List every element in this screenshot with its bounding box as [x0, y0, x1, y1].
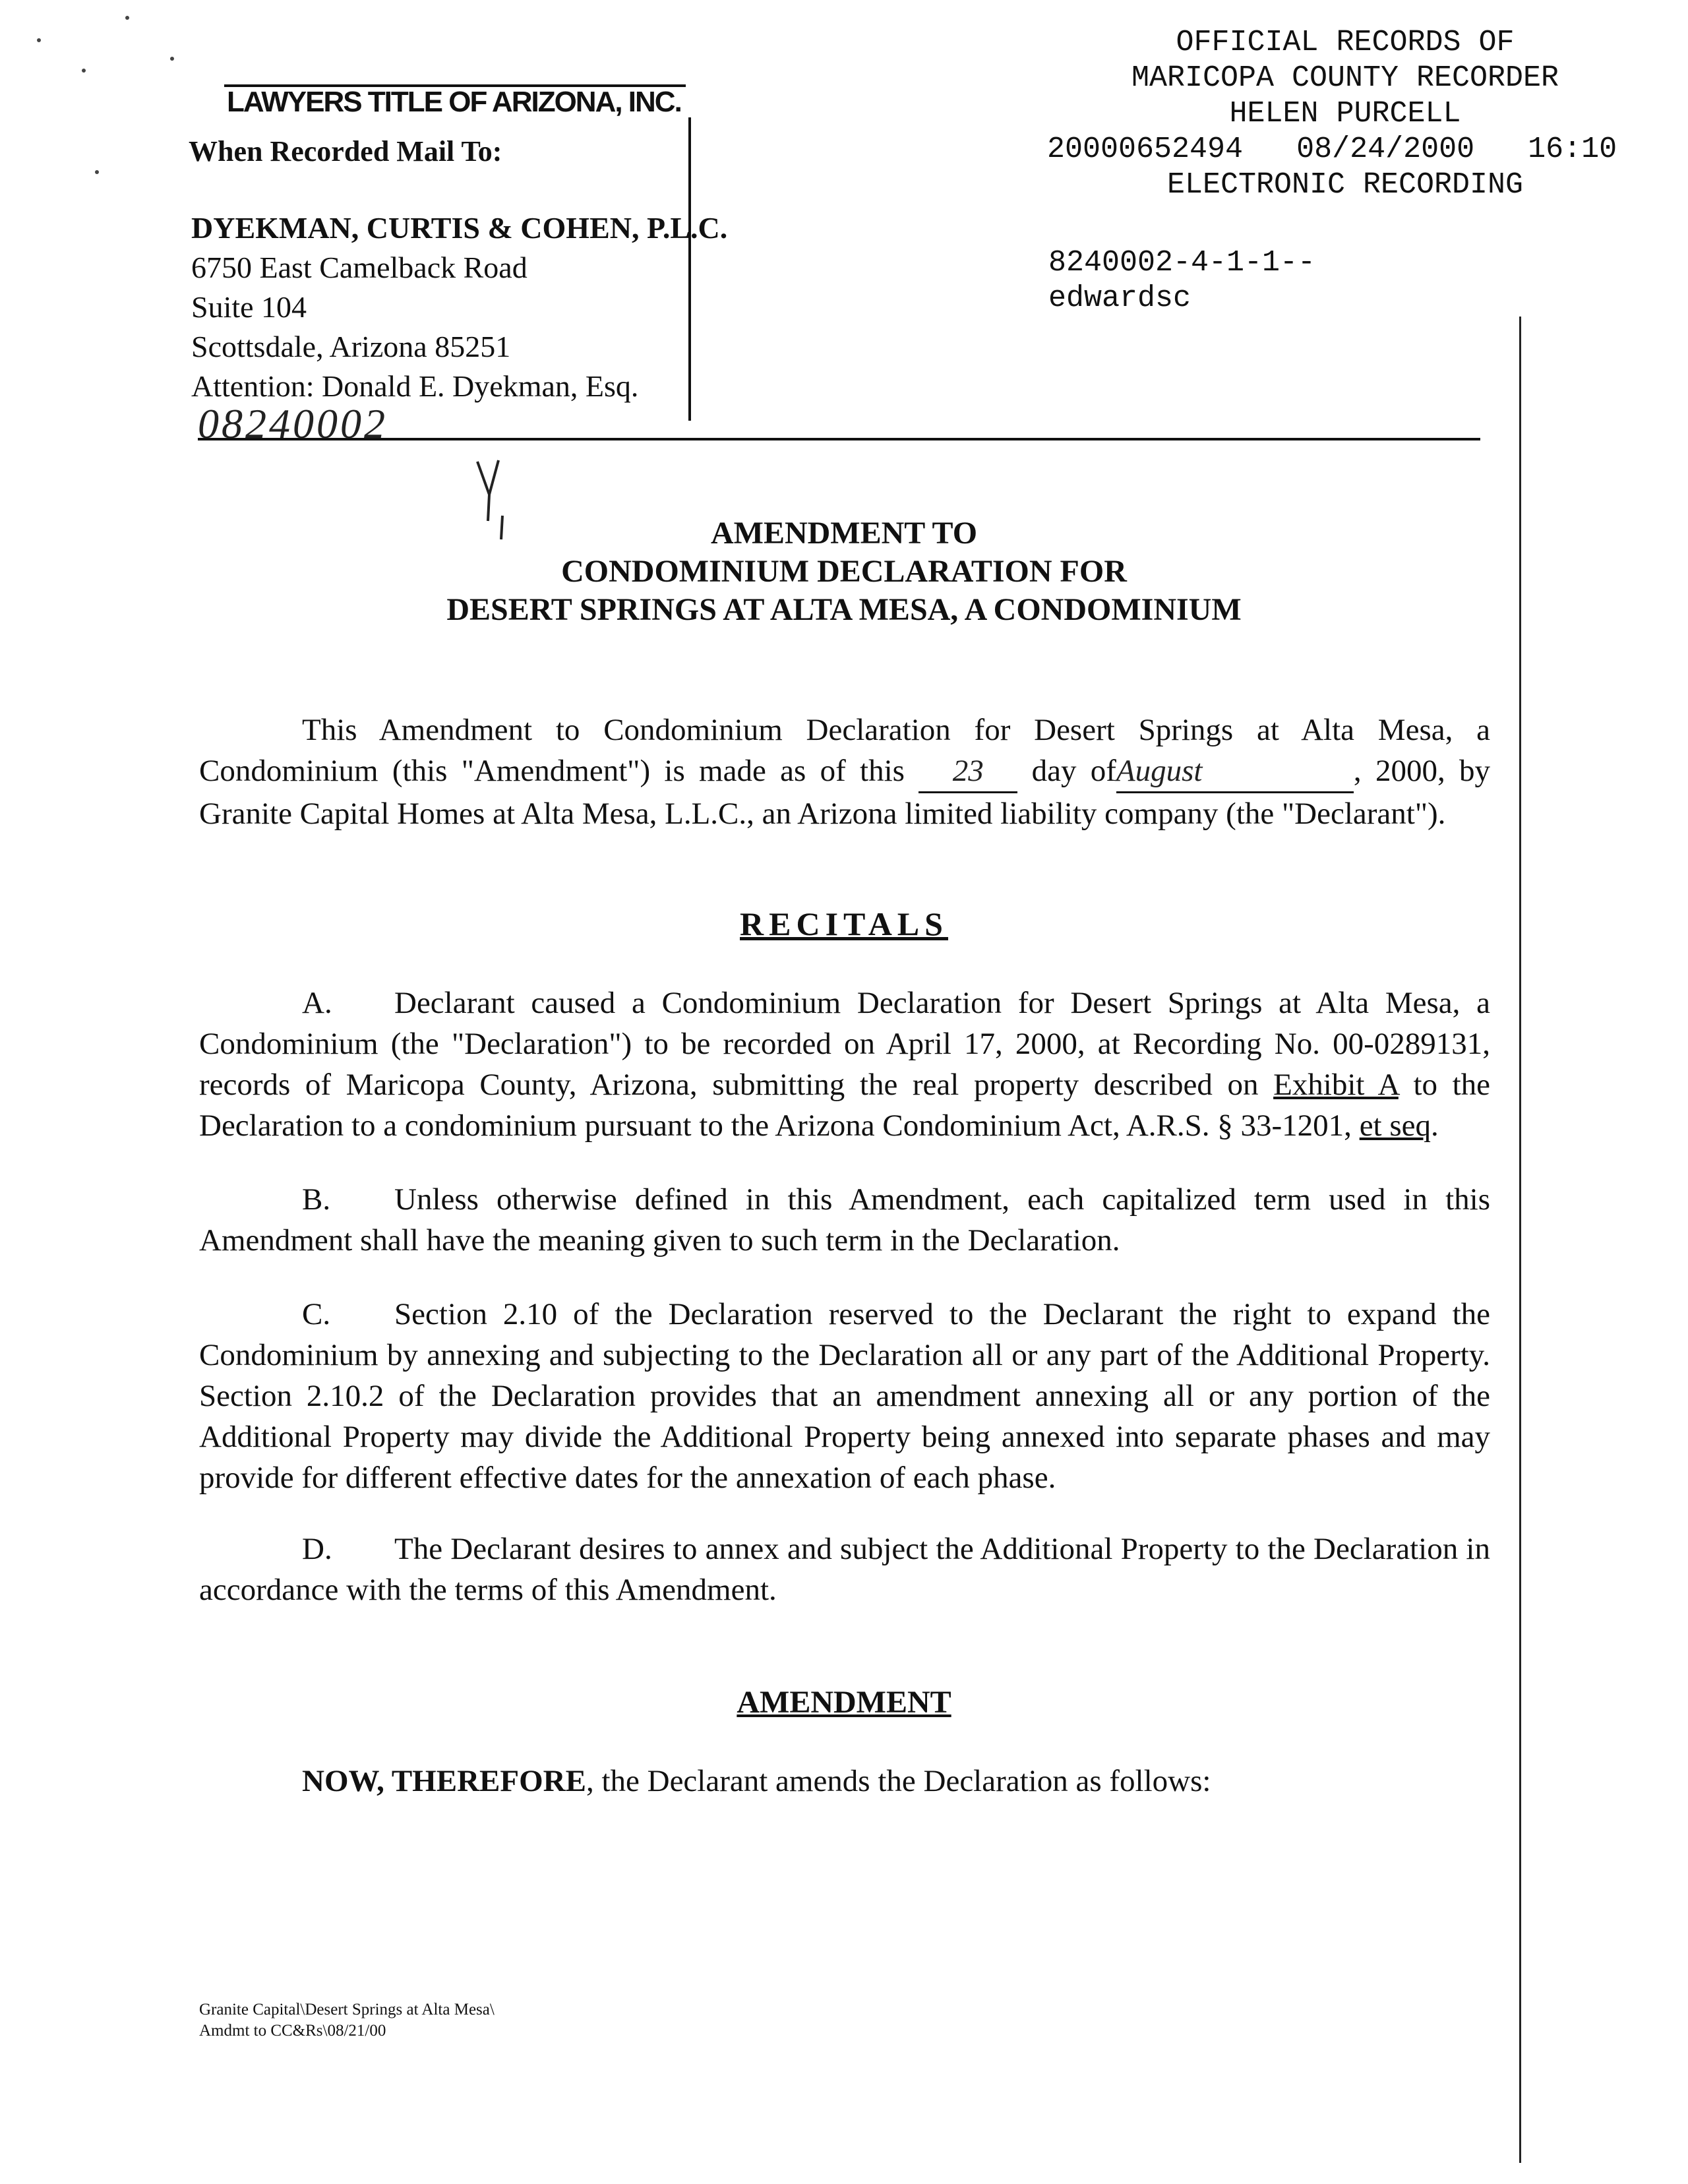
street-address: 6750 East Camelback Road: [191, 251, 528, 284]
handwritten-day: 23: [919, 750, 1017, 793]
mail-to-address: [191, 208, 727, 406]
recorder-line-1: OFFICIAL RECORDS OF: [1176, 26, 1515, 59]
recital-a-text-2: to the Declaration to a condominium pursuant to the Arizona Condominium Act, A.R.S. § 33-1201,: [199, 1068, 1491, 1143]
handwritten-order-number: 08240002: [198, 400, 388, 447]
now-therefore-rest: , the Declarant amends the Declaration as follows:: [586, 1764, 1211, 1798]
intro-paragraph: [199, 710, 1490, 834]
recital-d-text: The Declarant desires to annex and subject the Additional Property to the Declaration in accordance with the terms of this Amendment.: [199, 1532, 1490, 1607]
attention-line: Attention: Donald E. Dyekman, Esq.: [191, 369, 639, 403]
title-line-1: AMENDMENT TO: [710, 516, 978, 551]
intro-text-3: , 2000, by Granite Capital Homes at Alta Mesa, L.L.C., an Arizona limited liability company (the "Declarant").: [199, 754, 1491, 831]
title-line-2: CONDOMINIUM DECLARATION FOR: [561, 554, 1127, 589]
scan-speck: [125, 16, 129, 20]
now-therefore-paragraph: [199, 1761, 1490, 1802]
recital-c: [199, 1294, 1490, 1498]
recital-b-text: Unless otherwise defined in this Amendment, each capitalized term used in this Amendment shall have the meaning given to such term in the Declaration.: [199, 1182, 1490, 1258]
amendment-heading: AMENDMENT: [737, 1685, 951, 1720]
title-company-stamp: LAWYERS TITLE OF ARIZONA, INC.: [227, 86, 681, 118]
recorder-line-5: ELECTRONIC RECORDING: [1166, 168, 1524, 202]
recital-a-letter: A.: [302, 986, 332, 1020]
header-divider-rule: [198, 438, 1480, 440]
now-therefore: NOW, THEREFORE: [302, 1764, 586, 1798]
mail-to-label: When Recorded Mail To:: [189, 135, 502, 167]
recital-d-letter: D.: [302, 1532, 332, 1566]
recorder-record-line: [1047, 132, 1662, 167]
footer-line-2: Amdmt to CC&Rs\08/21/00: [199, 2022, 386, 2040]
et-seq: et seq: [1359, 1108, 1432, 1143]
intro-text-1: This Amendment to Condominium Declaration for Desert Springs at Alta Mesa, a Condominium (this "Amendment") is made as of this: [199, 713, 1490, 788]
ref-code: 8240002-4-1-1--: [1048, 246, 1316, 280]
scan-speck: [170, 57, 174, 61]
document-title: [0, 514, 1688, 629]
title-line-3: DESERT SPRINGS AT ALTA MESA, A CONDOMINIUM: [446, 592, 1242, 627]
recital-b: [199, 1179, 1490, 1261]
record-date: 08/24/2000: [1296, 133, 1475, 166]
recital-d: [199, 1529, 1490, 1610]
recital-a-end: .: [1431, 1108, 1439, 1143]
footer-line-1: Granite Capital\Desert Springs at Alta Mesa\: [199, 2001, 495, 2018]
handwritten-month: August: [1116, 750, 1354, 793]
record-time: 16:10: [1528, 133, 1617, 166]
recital-b-letter: B.: [302, 1182, 331, 1217]
recorder-stamp: [1029, 25, 1662, 203]
recital-c-text: Section 2.10 of the Declaration reserved to the Declarant the right to expand the Condominium by annexing and subjecting to the Declaration all or any part of the Additional Property. Section 2.10.2 of the Declaration provides that an amendment annexing all or any portion of the Additional Property may divide the Additional Property being annexed into separate phases and may provide for different effective dates for the annexation of each phase.: [199, 1297, 1490, 1495]
recorder-line-2: MARICOPA COUNTY RECORDER: [1131, 61, 1559, 95]
scan-speck: [95, 170, 99, 174]
record-number: 20000652494: [1047, 133, 1244, 166]
recitals-heading: RECITALS: [740, 905, 948, 942]
recital-c-letter: C.: [302, 1297, 331, 1331]
recorder-line-3: HELEN PURCELL: [1229, 97, 1461, 131]
recital-a: [199, 983, 1490, 1146]
recorder-reference: [1048, 245, 1315, 317]
exhibit-a-reference: Exhibit A: [1273, 1068, 1399, 1102]
ref-user: edwardsc: [1048, 282, 1191, 315]
firm-name: DYEKMAN, CURTIS & COHEN, P.L.C.: [191, 211, 728, 245]
intro-text-2: day of: [1031, 754, 1116, 788]
file-path-footer: [199, 1999, 495, 2042]
recital-a-text-1: Declarant caused a Condominium Declaration for Desert Springs at Alta Mesa, a Condominium (the "Declaration") to be recorded on April 17, 2000, at Recording No. 00-0289131, records of Maricopa County, Arizona, submitting the real property described on: [199, 986, 1490, 1102]
city-state-zip: Scottsdale, Arizona 85251: [191, 330, 511, 363]
suite: Suite 104: [191, 290, 307, 324]
scan-speck: [82, 69, 86, 73]
scan-speck: [37, 38, 41, 42]
